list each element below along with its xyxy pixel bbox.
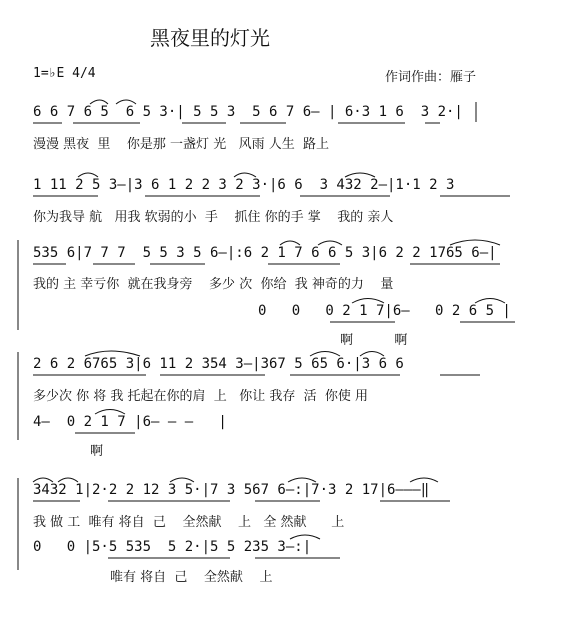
lyrics-line-5: 我 做 工 唯有 将自 己 全然献 上 全 然献 上 (33, 515, 345, 530)
score-notes-line-3: 535 6|7 7 7 5 5 3 5 6–|:6 2 1 7 6 6 5 3|6 2 2 1765 6–| (33, 245, 497, 261)
lyrics-line-3: 我的 主 幸亏你 就在我身旁 多少 次 你给 我 神奇的力 量 (33, 277, 394, 292)
song-title: 黑夜里的灯光 (150, 26, 270, 50)
lyrics-line-4: 多少次 你 将 我 托起在你的肩 上 你让 我存 活 你使 用 (33, 389, 368, 404)
lyrics-line-2: 你为我导 航 用我 软弱的小 手 抓住 你的手 掌 我的 亲人 (33, 210, 394, 225)
score-notes-line-1: 6 6 7 6 5 6 5 3·| 5 5 3 5 6 7 6– | 6·3 1 6 3 2·| (33, 104, 463, 120)
lyrics-line-1: 漫漫 黑夜 里 你是那 一盏灯 光 风雨 人生 路上 (33, 137, 329, 152)
score-notes-line-5b: 0 0 |5·5 535 5 2·|5 5 235 3–:| (33, 539, 312, 555)
score-notes-line-5: 3432 1|2·2 2 12 3 5·|7 3 567 6–:|7·3 2 17|6–––‖ (33, 482, 430, 498)
lyrics-line-4b: 啊 (90, 444, 104, 459)
lyrics-line-5b: 唯有 将自 己 全然献 上 (110, 570, 273, 585)
credits: 作词作曲：雁子 (385, 70, 477, 85)
score-notes-line-4: 2 6 2 6765 3|6 11 2 354 3–|367 5 65 6·|3 6 6 (33, 356, 404, 372)
score-notes-line-3b: 0 0 0 2 1 7|6– 0 2 6 5 | (258, 303, 511, 319)
key-signature: 1=♭E 4/4 (33, 66, 96, 81)
score-notes-line-4b: 4– 0 2 1 7 |6– – – | (33, 414, 227, 430)
score-notes-line-2: 1 11 2 5 3–|3 6 1 2 2 3 2 3·|6 6 3 432 2–|1·1 2 3 (33, 177, 455, 193)
lyrics-line-3b: 啊 啊 (340, 333, 408, 348)
